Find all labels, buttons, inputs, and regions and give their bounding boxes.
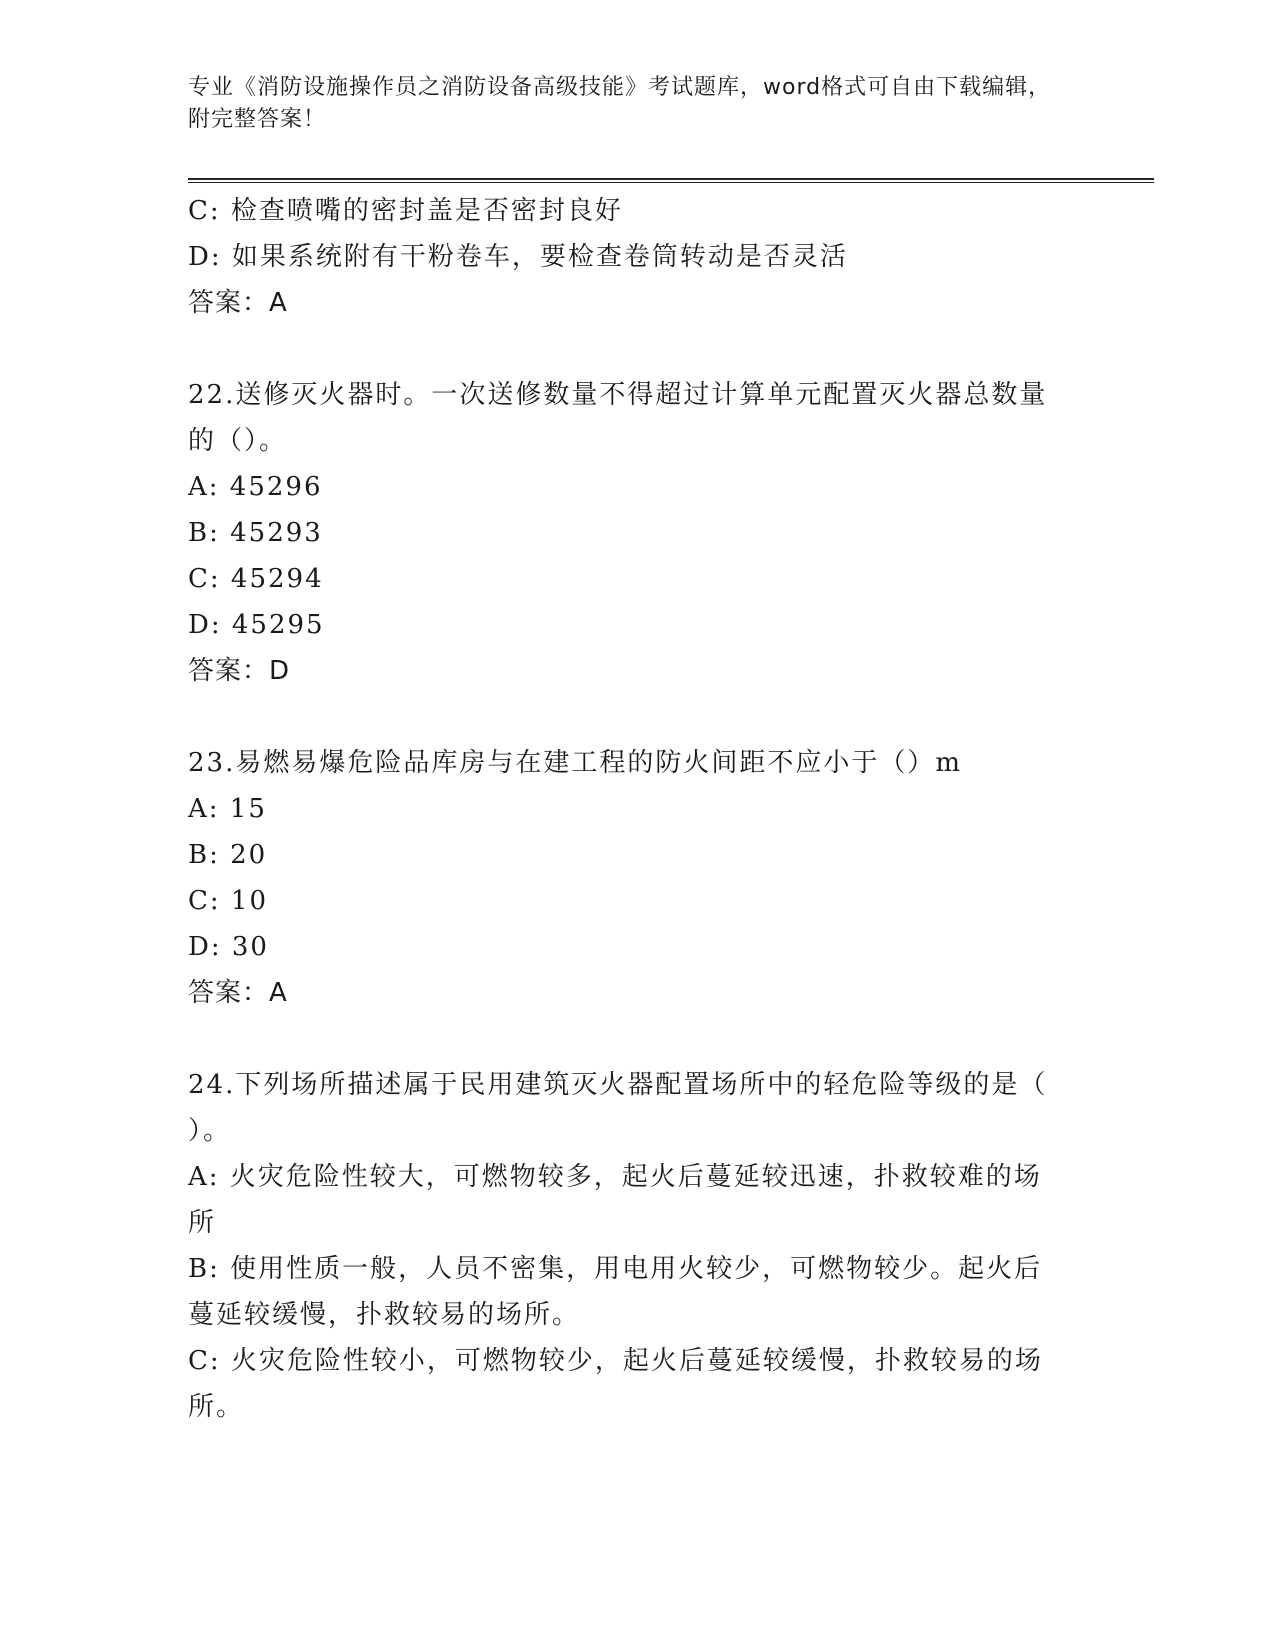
question-text: 的（）。 xyxy=(188,426,288,456)
question-gap xyxy=(188,694,1068,740)
header-divider xyxy=(188,178,1154,183)
option-line: A: 15 xyxy=(188,794,267,824)
option-line: 蔓延较缓慢，扑救较易的场所。 xyxy=(188,1300,581,1330)
option-line: A: 45296 xyxy=(188,472,323,502)
option-line: D: 如果系统附有干粉卷车，要检查卷筒转动是否灵活 xyxy=(188,242,848,272)
answer-line: 答案：D xyxy=(188,656,291,686)
option-line: 所 xyxy=(188,1208,217,1238)
option-line: B: 使用性质一般，人员不密集，用电用火较少，可燃物较少。起火后 xyxy=(188,1254,1043,1284)
question-text: 22.送修灭火器时。一次送修数量不得超过计算单元配置灭火器总数量 xyxy=(188,380,1048,410)
option-line: A: 火灾危险性较大，可燃物较多，起火后蔓延较迅速，扑救较难的场 xyxy=(188,1162,1042,1192)
option-line: 所。 xyxy=(188,1392,245,1422)
option-line: C: 火灾危险性较小，可燃物较少，起火后蔓延较缓慢，扑救较易的场 xyxy=(188,1346,1043,1376)
question-content xyxy=(188,188,1068,1430)
document-header: 专业《消防设施操作员之消防设备高级技能》考试题库，word格式可自由下载编辑，附完整答案！ xyxy=(188,75,1052,132)
option-line: C: 检查喷嘴的密封盖是否密封良好 xyxy=(188,196,623,226)
question-gap xyxy=(188,326,1068,372)
question-text: 24.下列场所描述属于民用建筑灭火器配置场所中的轻危险等级的是（ xyxy=(188,1070,1048,1100)
option-line: D: 45295 xyxy=(188,610,325,640)
option-line: D: 30 xyxy=(188,932,269,962)
answer-line: 答案：A xyxy=(188,288,288,318)
question-gap xyxy=(188,1016,1068,1062)
question-text: 23.易燃易爆危险品库房与在建工程的防火间距不应小于（）m xyxy=(188,748,963,778)
option-line: C: 45294 xyxy=(188,564,324,594)
answer-line: 答案：A xyxy=(188,978,288,1008)
option-line: B: 20 xyxy=(188,840,268,870)
question-text: ）。 xyxy=(188,1116,232,1146)
option-line: C: 10 xyxy=(188,886,269,916)
option-line: B: 45293 xyxy=(188,518,323,548)
